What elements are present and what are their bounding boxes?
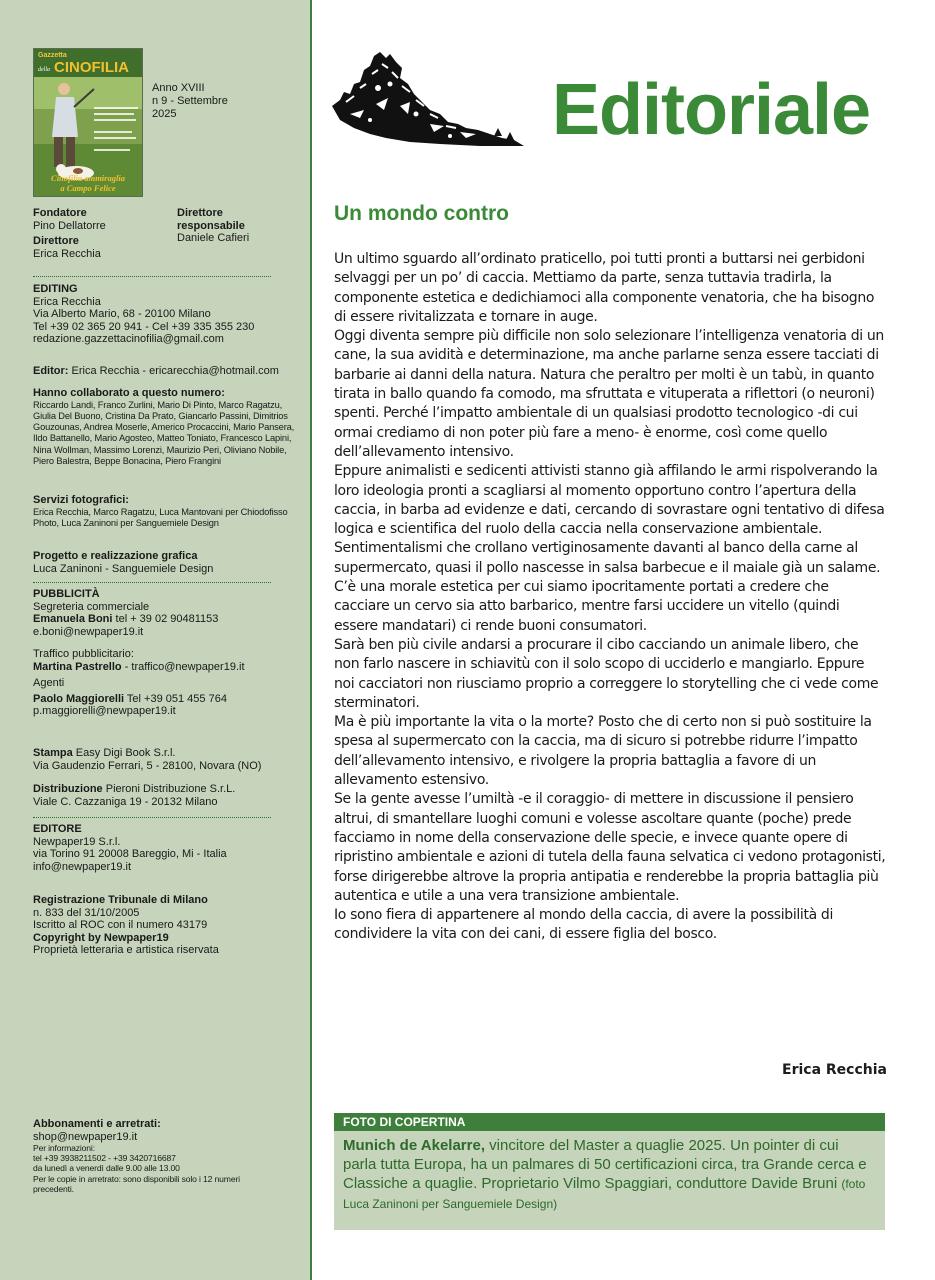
publisher-email[interactable]: info@newpaper19.it xyxy=(33,860,132,873)
collaborators-line: Gouzounas, Andrea Moserle, Americo Procaccini, Mario Pansera, xyxy=(33,422,295,433)
collaborators-label: Hanno collaborato a questo numero: xyxy=(33,387,225,399)
subscriptions-info: Per le copie in arretrato: sono disponibili solo i 12 numeri xyxy=(33,1173,240,1184)
collaborators-line: Nina Wollman, Massimo Lorenzi, Maurizio Peri, Oliviano Nobile, xyxy=(33,444,287,455)
article-paragraph: Se la gente avesse l’umiltà -e il coraggio- di mettere in discussione il pensiero altrui, di smantellare luoghi comuni e volesse ascoltare quante (poche) prede facciamo in nome della conservazione delle specie, e invece quante opere di ripristino ambientale e azioni di tutela della fauna selvatica ci vedono protagonisti, forse dirigerebbe altrove la propria antipatia e renderebbe la propria battaglia più autentica e utile a una vera transizione ambientale. xyxy=(334,791,886,904)
issue-number: n 9 - Settembre xyxy=(152,95,228,107)
agent-contact xyxy=(33,693,293,706)
cover-photo-credit: (foto Luca Zaninoni per Sanguemiele Design) xyxy=(343,1177,866,1211)
subscriptions-info: precedenti. xyxy=(33,1183,74,1194)
subscriptions-info: Per informazioni: xyxy=(33,1143,95,1153)
distribution-value: Pieroni Distribuzione S.r.L. xyxy=(102,783,236,795)
traffic-name: Martina Pastrello xyxy=(33,660,122,673)
distribution-block xyxy=(33,783,293,808)
article-body xyxy=(334,250,887,945)
article-paragraph: Oggi diventa sempre più difficile non solo selezionare l’intelligenza venatoria di un cane, la sua avidità e determinazione, ma anche parlarne senza essere tacciati di barbarie ai danni della natura. Natura che peraltro per molti è un tabù, in quanto tirata in ballo quando fa comodo, ma sfruttata e vituperata a riflettori (o neuroni) spenti. Perché l’impatto ambientale di un qualsiasi prodotto tecnologico -di cui ormai crediamo di non poter più fare a meno- è enorme, così come quello dell’allevamento intensivo. xyxy=(334,328,884,460)
collaborators-line: Ildo Battanello, Mario Agosteo, Matteo Toniato, Francesco Lapini, xyxy=(33,433,292,444)
advertising-contact-tel: tel + 39 02 90481153 xyxy=(112,613,219,625)
photo-services-line: Photo, Luca Zaninoni per Sanguemiele Design xyxy=(33,517,219,528)
publisher-block xyxy=(33,823,293,873)
staff-left xyxy=(33,207,163,260)
collaborators-line: Piero Balestra, Beppe Bonacina, Piero Frangini xyxy=(33,455,221,466)
publisher-label: EDITORE xyxy=(33,823,82,835)
editing-phone: Tel +39 02 365 20 941 - Cel +39 335 355 230 xyxy=(33,320,255,333)
woodcut-logo xyxy=(330,44,526,154)
distribution-label: Distribuzione xyxy=(33,783,103,795)
advertising-secretariat: Segreteria commerciale xyxy=(33,600,150,613)
director-label: Direttore xyxy=(33,235,79,247)
article-paragraph: Sarà ben più civile andarsi a procurare il cibo cacciando un animale libero, che non farlo nascere in schiavitù con il solo scopo di ucciderlo e mangiarlo. Eppure noi cacciatori non riusciamo proprio a correggere lo storytelling che ci vede come sterminatori. xyxy=(334,636,879,711)
advertising-block xyxy=(33,588,293,718)
advertising-label: PUBBLICITÀ xyxy=(33,588,100,600)
registration-label: Registrazione Tribunale di Milano xyxy=(33,894,208,906)
print-address: Via Gaudenzio Ferrari, 5 - 28100, Novara (NO) xyxy=(33,759,262,772)
agent-name: Paolo Maggiorelli xyxy=(33,692,125,705)
copyright-label: Copyright by Newpaper19 xyxy=(33,931,169,944)
subscriptions-label: Abbonamenti e arretrati: xyxy=(33,1118,161,1130)
publisher-line: Newpaper19 S.r.l. xyxy=(33,835,121,848)
registration-block xyxy=(33,894,293,957)
editor-value[interactable]: Erica Recchia - ericarecchia@hotmail.com xyxy=(71,365,279,377)
registration-line: n. 833 del 31/10/2005 xyxy=(33,906,140,919)
founder-name: Pino Dellatorre xyxy=(33,219,106,232)
divider xyxy=(33,276,271,277)
author-signature: Erica Recchia xyxy=(782,1062,887,1078)
traffic-contact xyxy=(33,661,293,674)
director-name: Erica Recchia xyxy=(33,247,101,260)
article-paragraph: Io sono fiera di appartenere al mondo della caccia, di avere la possibilità di condividere la vita con dei cani, di essere figlia del bosco. xyxy=(334,907,833,943)
staff-right xyxy=(177,207,307,245)
distribution-address: Viale C. Cazzaniga 19 - 20132 Milano xyxy=(33,795,218,808)
graphic-value: Luca Zaninoni - Sanguemiele Design xyxy=(33,562,214,575)
copyright-text: Proprietà letteraria e artistica riservata xyxy=(33,944,219,956)
print-value: Easy Digi Book S.r.l. xyxy=(72,747,176,759)
publisher-line: via Torino 91 20008 Bareggio, Mi - Italia xyxy=(33,848,227,860)
article-paragraph: Un ultimo sguardo all’ordinato praticello, poi tutti pronti a buttarsi nei gerbidoni selvaggi per un po’ di caccia. Mettiamo da parte, senza tuttavia tradirla, la componente estetica e dedichiamoci alla componente venatoria, che ha bisogno di essere rivitalizzata e tornare in auge. xyxy=(334,251,875,325)
cover-photo-box xyxy=(334,1113,885,1230)
divider xyxy=(33,582,271,583)
cover-photo-caption xyxy=(334,1131,885,1214)
traffic-label: Traffico pubblicitario: xyxy=(33,648,134,660)
photo-services-label: Servizi fotografici: xyxy=(33,494,129,506)
resp-director-label-2: responsabile xyxy=(177,219,245,232)
cover-caption-1: Cinofilia ammiraglia xyxy=(51,173,125,183)
masthead-sidebar xyxy=(0,0,312,1280)
subscriptions-email[interactable]: shop@newpaper19.it xyxy=(33,1130,138,1143)
issue-year-number: 2025 xyxy=(152,108,177,120)
print-label: Stampa xyxy=(33,747,73,759)
page-title: Editoriale xyxy=(552,70,871,150)
advertising-contact-name: Emanuela Boni xyxy=(33,613,113,625)
cover-illustration xyxy=(34,49,142,196)
magazine-cover[interactable] xyxy=(33,48,143,197)
issue-year: Anno XVIII xyxy=(152,82,205,94)
divider xyxy=(33,817,271,818)
editor-block xyxy=(33,365,293,378)
graphic-block xyxy=(33,550,293,575)
cover-photo-header: FOTO DI COPERTINA xyxy=(334,1113,885,1131)
editing-line: Erica Recchia xyxy=(33,295,101,308)
founder-label: Fondatore xyxy=(33,207,87,219)
subscriptions-info: tel +39 3938211502 - +39 3420716687 xyxy=(33,1153,176,1164)
cover-masthead-small: Gazzetta xyxy=(38,52,67,59)
cover-photo-dog-name: Munich de Akelarre, xyxy=(343,1137,485,1154)
advertising-contact-email[interactable]: e.boni@newpaper19.it xyxy=(33,625,144,638)
traffic-email[interactable]: - traffico@newpaper19.it xyxy=(121,660,245,673)
cover-masthead-prefix: della xyxy=(38,67,50,73)
photo-services-block xyxy=(33,494,301,529)
editing-address: Via Alberto Mario, 68 - 20100 Milano xyxy=(33,308,211,320)
resp-director-name: Daniele Cafieri xyxy=(177,232,250,244)
subscriptions-info: da lunedì a venerdì dalle 9.00 alle 13.00 xyxy=(33,1163,180,1174)
editor-label: Editor: xyxy=(33,365,69,377)
advertising-contact xyxy=(33,613,293,626)
editing-label: EDITING xyxy=(33,283,78,295)
print-block xyxy=(33,747,293,772)
cover-caption-2: a Campo Felice xyxy=(60,183,116,193)
agent-tel: Tel +39 051 455 764 xyxy=(124,692,227,705)
editing-email[interactable]: redazione.gazzettacinofilia@gmail.com xyxy=(33,333,224,345)
collaborators-line: Giulia Del Buono, Cristina Da Prato, Giancarlo Passini, Dimitrios xyxy=(33,410,288,421)
agents-label: Agenti xyxy=(33,677,65,689)
article-paragraph: Ma è più importante la vita o la morte? Posto che di certo non si può sostituire la spesa al supermercato con la caccia, ma di sicuro si potrebbe ridurre l’impatto dell’allevamento intensivo, e rivolgere la propria battaglia a favore di un allevamento estensivo. xyxy=(334,714,872,789)
collaborators-block xyxy=(33,387,301,467)
issue-info xyxy=(152,82,262,121)
photo-services-line: Erica Recchia, Marco Ragatzu, Luca Mantovani per Chiodofisso xyxy=(33,506,288,517)
resp-director-label-1: Direttore xyxy=(177,207,223,219)
editing-block xyxy=(33,283,293,346)
registration-line: Iscritto al ROC con il numero 43179 xyxy=(33,919,208,931)
cover-photo-text: vincitore del Master a quaglie 2025. Un pointer di cui parla tutta Europa, ha un palmares di 50 certificazioni circa, tra Grande cerca e Classiche a quaglie. Proprietario Vilmo Spaggiari, conduttore Davide Bruni xyxy=(343,1137,867,1192)
article-paragraph: Eppure animalisti e sedicenti attivisti stanno già affilando le armi rispolverando la loro ideologia pronti a scagliarsi al momento opportuno contro l’apertura della caccia, in barba ad evidenze e dati, cercando di sovrastare ogni tentativo di difesa logica e scientifica del ruolo della caccia nella conservazione ambientale. Sentimentalismi che crollano vertiginosamente davanti al banco della carne al supermercato, quasi il pollo nascesse in salsa barbecue e il maiale già un salame. C’è una morale estetica per cui siamo ipocritamente portati a credere che cacciare un cervo sia atto barbarico, mentre farsi uccidere un vitello (quindi essere mandatari) ci rende buoni consumatori. xyxy=(334,463,885,634)
collaborators-line: Riccardo Landi, Franco Zurlini, Mario Di Pinto, Marco Ragatzu, xyxy=(33,399,283,410)
article-subtitle: Un mondo contro xyxy=(334,202,509,225)
mountain-illustration xyxy=(330,44,526,154)
agent-email[interactable]: p.maggiorelli@newpaper19.it xyxy=(33,705,176,717)
graphic-label: Progetto e realizzazione grafica xyxy=(33,550,198,562)
cover-masthead: CINOFILIA xyxy=(54,59,129,76)
subscriptions-block xyxy=(33,1118,303,1194)
